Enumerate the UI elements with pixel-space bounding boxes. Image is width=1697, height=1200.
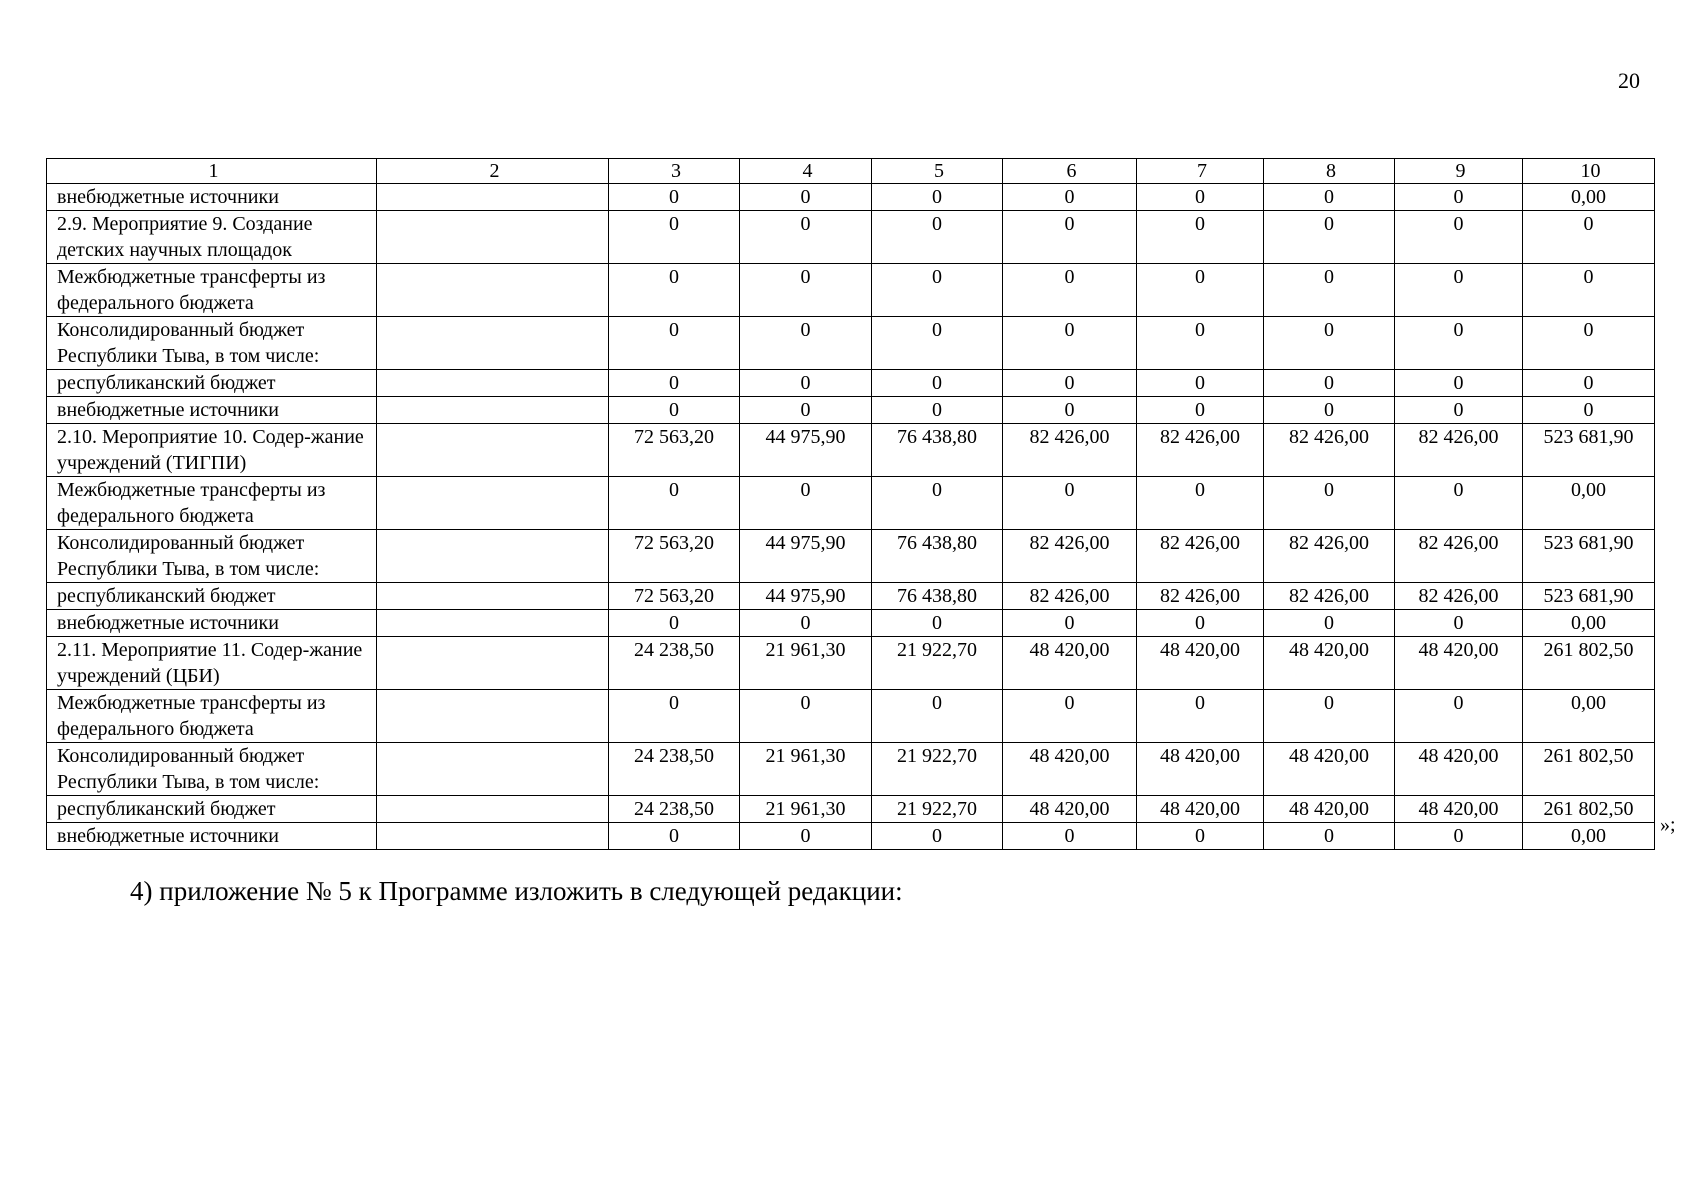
value-cell: 21 922,70 [872,637,1003,690]
value-cell: 48 420,00 [1264,743,1395,796]
row-label: Межбюджетные трансферты из федерального бюджета [47,477,377,530]
value-cell: 82 426,00 [1137,530,1264,583]
value-cell: 0 [1395,823,1523,850]
table-row [47,530,1655,583]
value-cell: 0 [872,211,1003,264]
value-cell: 0 [1137,211,1264,264]
value-cell: 72 563,20 [609,530,740,583]
column-header: 2 [377,159,609,184]
value-cell: 0 [740,690,872,743]
table-header-row [47,159,1655,184]
value-cell: 0 [1264,610,1395,637]
row-col2 [377,690,609,743]
value-cell: 0 [609,317,740,370]
value-cell: 523 681,90 [1523,530,1655,583]
row-label: внебюджетные источники [47,184,377,211]
value-cell: 0 [740,370,872,397]
value-cell: 48 420,00 [1003,743,1137,796]
value-cell: 0 [609,211,740,264]
value-cell: 0 [872,184,1003,211]
table-row [47,610,1655,637]
value-cell: 261 802,50 [1523,637,1655,690]
value-cell: 82 426,00 [1003,530,1137,583]
value-cell: 0 [872,477,1003,530]
value-cell: 0 [1264,477,1395,530]
value-cell: 0 [1003,397,1137,424]
value-cell: 0 [1523,264,1655,317]
value-cell: 82 426,00 [1395,424,1523,477]
value-cell: 82 426,00 [1003,583,1137,610]
value-cell: 0 [1137,317,1264,370]
value-cell: 24 238,50 [609,796,740,823]
value-cell: 0 [1137,184,1264,211]
value-cell: 0 [872,370,1003,397]
value-cell: 0 [1137,823,1264,850]
row-label: Консолидированный бюджет Республики Тыва, в том числе: [47,317,377,370]
value-cell: 0 [609,610,740,637]
value-cell: 82 426,00 [1137,583,1264,610]
value-cell: 0 [1395,317,1523,370]
value-cell: 0 [1395,211,1523,264]
row-label: внебюджетные источники [47,397,377,424]
row-label: 2.9. Мероприятие 9. Создание детских научных площадок [47,211,377,264]
value-cell: 0 [740,317,872,370]
value-cell: 261 802,50 [1523,796,1655,823]
row-label: Межбюджетные трансферты из федерального бюджета [47,264,377,317]
row-col2 [377,317,609,370]
value-cell: 0 [740,823,872,850]
value-cell: 0 [609,477,740,530]
value-cell: 0 [609,823,740,850]
value-cell: 0 [872,397,1003,424]
value-cell: 0 [1264,264,1395,317]
value-cell: 21 922,70 [872,796,1003,823]
row-label: внебюджетные источники [47,610,377,637]
budget-table [46,158,1655,850]
value-cell: 0 [609,690,740,743]
table-row [47,211,1655,264]
value-cell: 21 961,30 [740,743,872,796]
value-cell: 0 [1395,610,1523,637]
value-cell: 0 [609,370,740,397]
value-cell: 82 426,00 [1264,424,1395,477]
row-col2 [377,823,609,850]
value-cell: 0,00 [1523,184,1655,211]
value-cell: 0 [1523,370,1655,397]
value-cell: 48 420,00 [1395,637,1523,690]
value-cell: 24 238,50 [609,637,740,690]
value-cell: 0 [740,211,872,264]
value-cell: 0 [1264,184,1395,211]
row-label: Консолидированный бюджет Республики Тыва, в том числе: [47,530,377,583]
value-cell: 0,00 [1523,823,1655,850]
table-row [47,583,1655,610]
table-row [47,264,1655,317]
value-cell: 0 [1137,397,1264,424]
value-cell: 0 [1137,610,1264,637]
value-cell: 523 681,90 [1523,424,1655,477]
value-cell: 82 426,00 [1137,424,1264,477]
value-cell: 48 420,00 [1137,743,1264,796]
value-cell: 0 [1003,184,1137,211]
value-cell: 82 426,00 [1264,530,1395,583]
value-cell: 21 961,30 [740,637,872,690]
value-cell: 0 [1137,477,1264,530]
table-row [47,477,1655,530]
value-cell: 0 [1523,397,1655,424]
value-cell: 76 438,80 [872,583,1003,610]
value-cell: 0 [1003,264,1137,317]
value-cell: 0 [740,477,872,530]
row-col2 [377,424,609,477]
table-row [47,397,1655,424]
column-header: 5 [872,159,1003,184]
value-cell: 0 [1137,370,1264,397]
value-cell: 0 [1395,264,1523,317]
value-cell: 48 420,00 [1395,796,1523,823]
table-row [47,317,1655,370]
table-row [47,184,1655,211]
row-col2 [377,637,609,690]
value-cell: 0 [1003,211,1137,264]
value-cell: 82 426,00 [1003,424,1137,477]
table-row [47,424,1655,477]
column-header: 10 [1523,159,1655,184]
value-cell: 0 [740,264,872,317]
value-cell: 261 802,50 [1523,743,1655,796]
value-cell: 523 681,90 [1523,583,1655,610]
table-row [47,370,1655,397]
value-cell: 0 [1523,211,1655,264]
value-cell: 0 [609,264,740,317]
value-cell: 48 420,00 [1003,637,1137,690]
value-cell: 0 [1264,317,1395,370]
value-cell: 48 420,00 [1003,796,1137,823]
value-cell: 0 [1264,370,1395,397]
page-number: 20 [1618,68,1640,93]
row-col2 [377,610,609,637]
value-cell: 0 [1395,690,1523,743]
value-cell: 0 [740,397,872,424]
row-col2 [377,583,609,610]
value-cell: 0 [1137,690,1264,743]
value-cell: 44 975,90 [740,424,872,477]
table-row [47,743,1655,796]
table-row [47,637,1655,690]
value-cell: 0 [609,184,740,211]
value-cell: 0 [872,690,1003,743]
value-cell: 82 426,00 [1395,583,1523,610]
column-header: 6 [1003,159,1137,184]
value-cell: 0,00 [1523,477,1655,530]
value-cell: 0 [872,264,1003,317]
value-cell: 0 [872,610,1003,637]
row-col2 [377,264,609,317]
row-col2 [377,477,609,530]
value-cell: 0 [1264,823,1395,850]
closing-quote: »; [1660,814,1676,836]
value-cell: 0,00 [1523,690,1655,743]
row-label: 2.10. Мероприятие 10. Содер-жание учреждений (ТИГПИ) [47,424,377,477]
value-cell: 0 [740,184,872,211]
value-cell: 48 420,00 [1264,637,1395,690]
value-cell: 0 [1003,823,1137,850]
row-col2 [377,370,609,397]
value-cell: 82 426,00 [1264,583,1395,610]
value-cell: 0 [1003,690,1137,743]
value-cell: 44 975,90 [740,583,872,610]
column-header: 7 [1137,159,1264,184]
value-cell: 76 438,80 [872,424,1003,477]
value-cell: 0 [1395,370,1523,397]
value-cell: 0 [1395,184,1523,211]
table-row [47,796,1655,823]
row-label: республиканский бюджет [47,583,377,610]
column-header: 3 [609,159,740,184]
column-header: 4 [740,159,872,184]
column-header: 1 [47,159,377,184]
table-row [47,690,1655,743]
value-cell: 72 563,20 [609,424,740,477]
row-col2 [377,397,609,424]
value-cell: 0 [872,317,1003,370]
value-cell: 44 975,90 [740,530,872,583]
value-cell: 0 [1264,211,1395,264]
value-cell: 0 [1395,397,1523,424]
value-cell: 72 563,20 [609,583,740,610]
value-cell: 24 238,50 [609,743,740,796]
value-cell: 0 [1003,477,1137,530]
row-col2 [377,743,609,796]
value-cell: 76 438,80 [872,530,1003,583]
table-row [47,823,1655,850]
row-col2 [377,184,609,211]
row-col2 [377,211,609,264]
value-cell: 0 [1003,317,1137,370]
row-col2 [377,796,609,823]
value-cell: 0 [872,823,1003,850]
value-cell: 48 420,00 [1137,796,1264,823]
row-label: республиканский бюджет [47,796,377,823]
row-label: республиканский бюджет [47,370,377,397]
value-cell: 21 922,70 [872,743,1003,796]
value-cell: 0 [1003,610,1137,637]
row-label: 2.11. Мероприятие 11. Содер-жание учреждений (ЦБИ) [47,637,377,690]
value-cell: 82 426,00 [1395,530,1523,583]
instruction-text: 4) приложение № 5 к Программе изложить в следующей редакции: [130,876,903,906]
value-cell: 48 420,00 [1395,743,1523,796]
value-cell: 0 [1395,477,1523,530]
column-header: 8 [1264,159,1395,184]
value-cell: 48 420,00 [1264,796,1395,823]
row-label: Межбюджетные трансферты из федерального бюджета [47,690,377,743]
row-label: внебюджетные источники [47,823,377,850]
column-header: 9 [1395,159,1523,184]
value-cell: 0 [1264,690,1395,743]
value-cell: 48 420,00 [1137,637,1264,690]
value-cell: 0 [1264,397,1395,424]
value-cell: 0 [1137,264,1264,317]
row-label: Консолидированный бюджет Республики Тыва, в том числе: [47,743,377,796]
value-cell: 0 [740,610,872,637]
value-cell: 0 [609,397,740,424]
value-cell: 21 961,30 [740,796,872,823]
row-col2 [377,530,609,583]
value-cell: 0 [1003,370,1137,397]
value-cell: 0 [1523,317,1655,370]
value-cell: 0,00 [1523,610,1655,637]
